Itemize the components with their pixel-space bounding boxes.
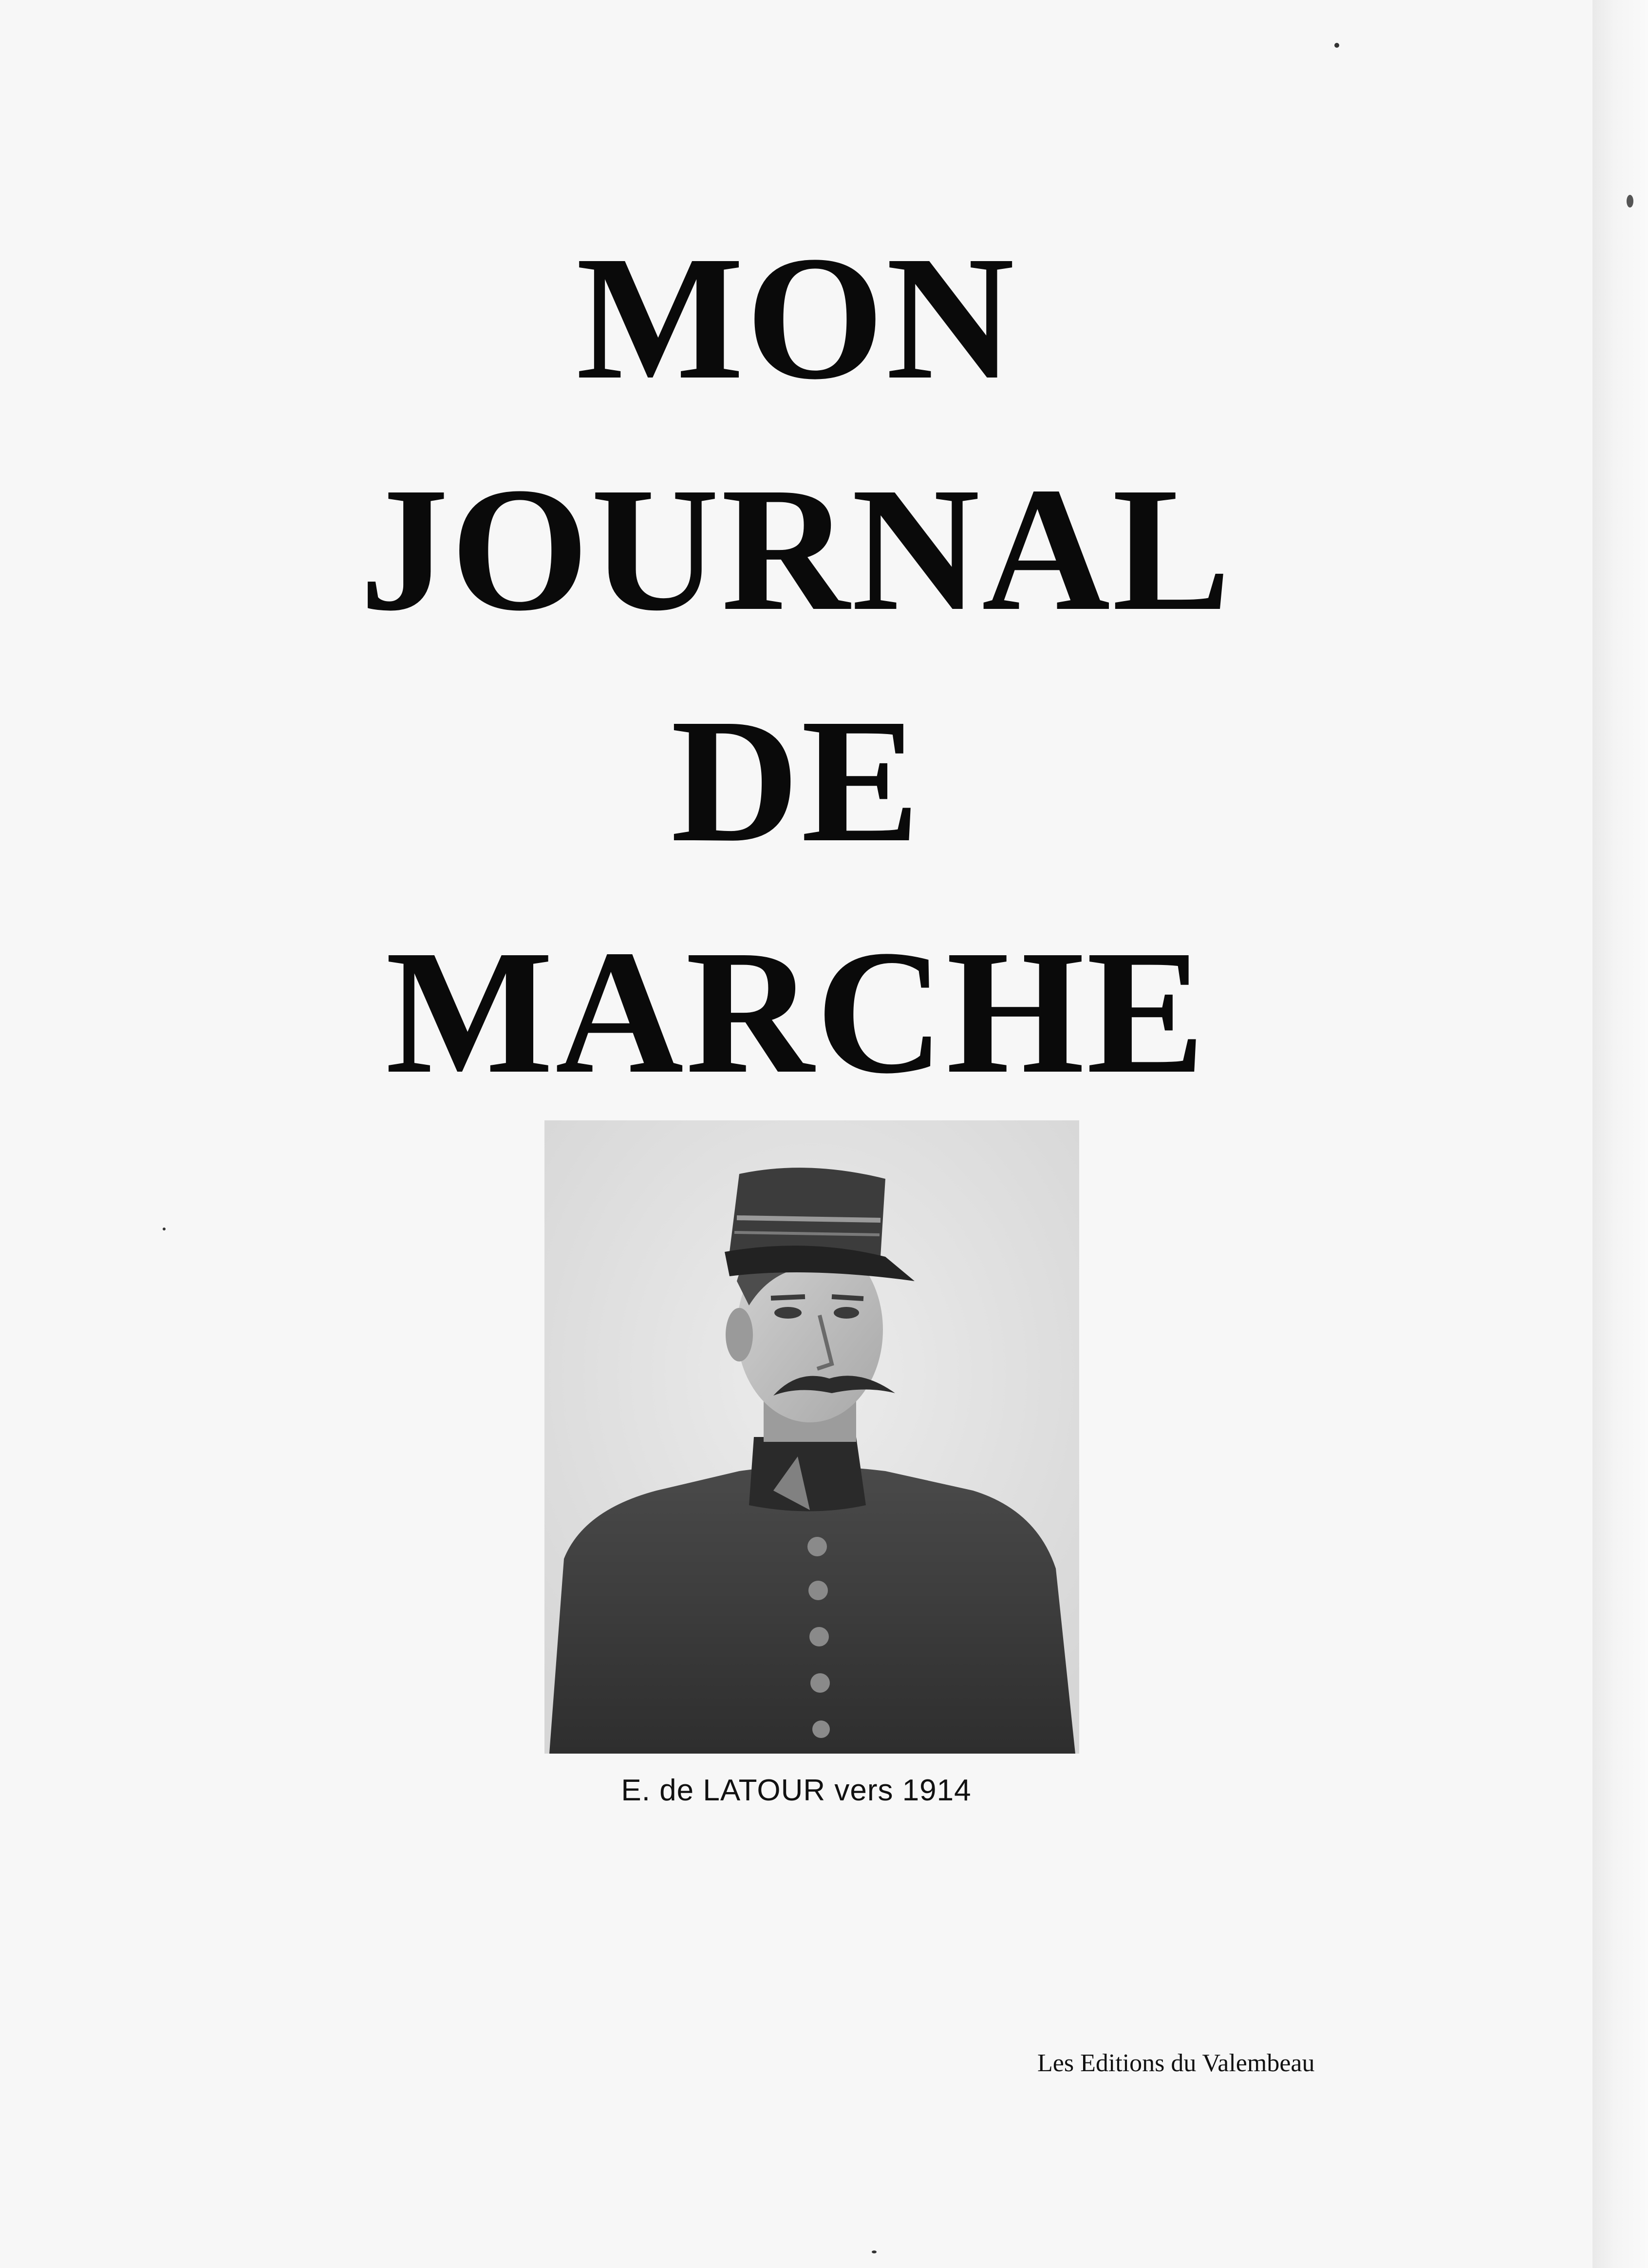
title-line-4: MARCHE [385,913,1207,1110]
publisher-name: Les Editions du Valembeau [1037,2049,1315,2077]
scan-speck [1627,195,1633,208]
scan-speck [872,2250,877,2253]
portrait-photo [544,1120,1079,1754]
scan-speck [163,1228,166,1230]
title-line-1: MON [576,219,1016,416]
title-line-3: DE [671,682,922,879]
photo-caption: E. de LATOUR vers 1914 [621,1774,972,1807]
scan-edge [1592,0,1648,2268]
scan-speck [1334,43,1339,48]
title-line-2: JOURNAL [359,451,1233,647]
